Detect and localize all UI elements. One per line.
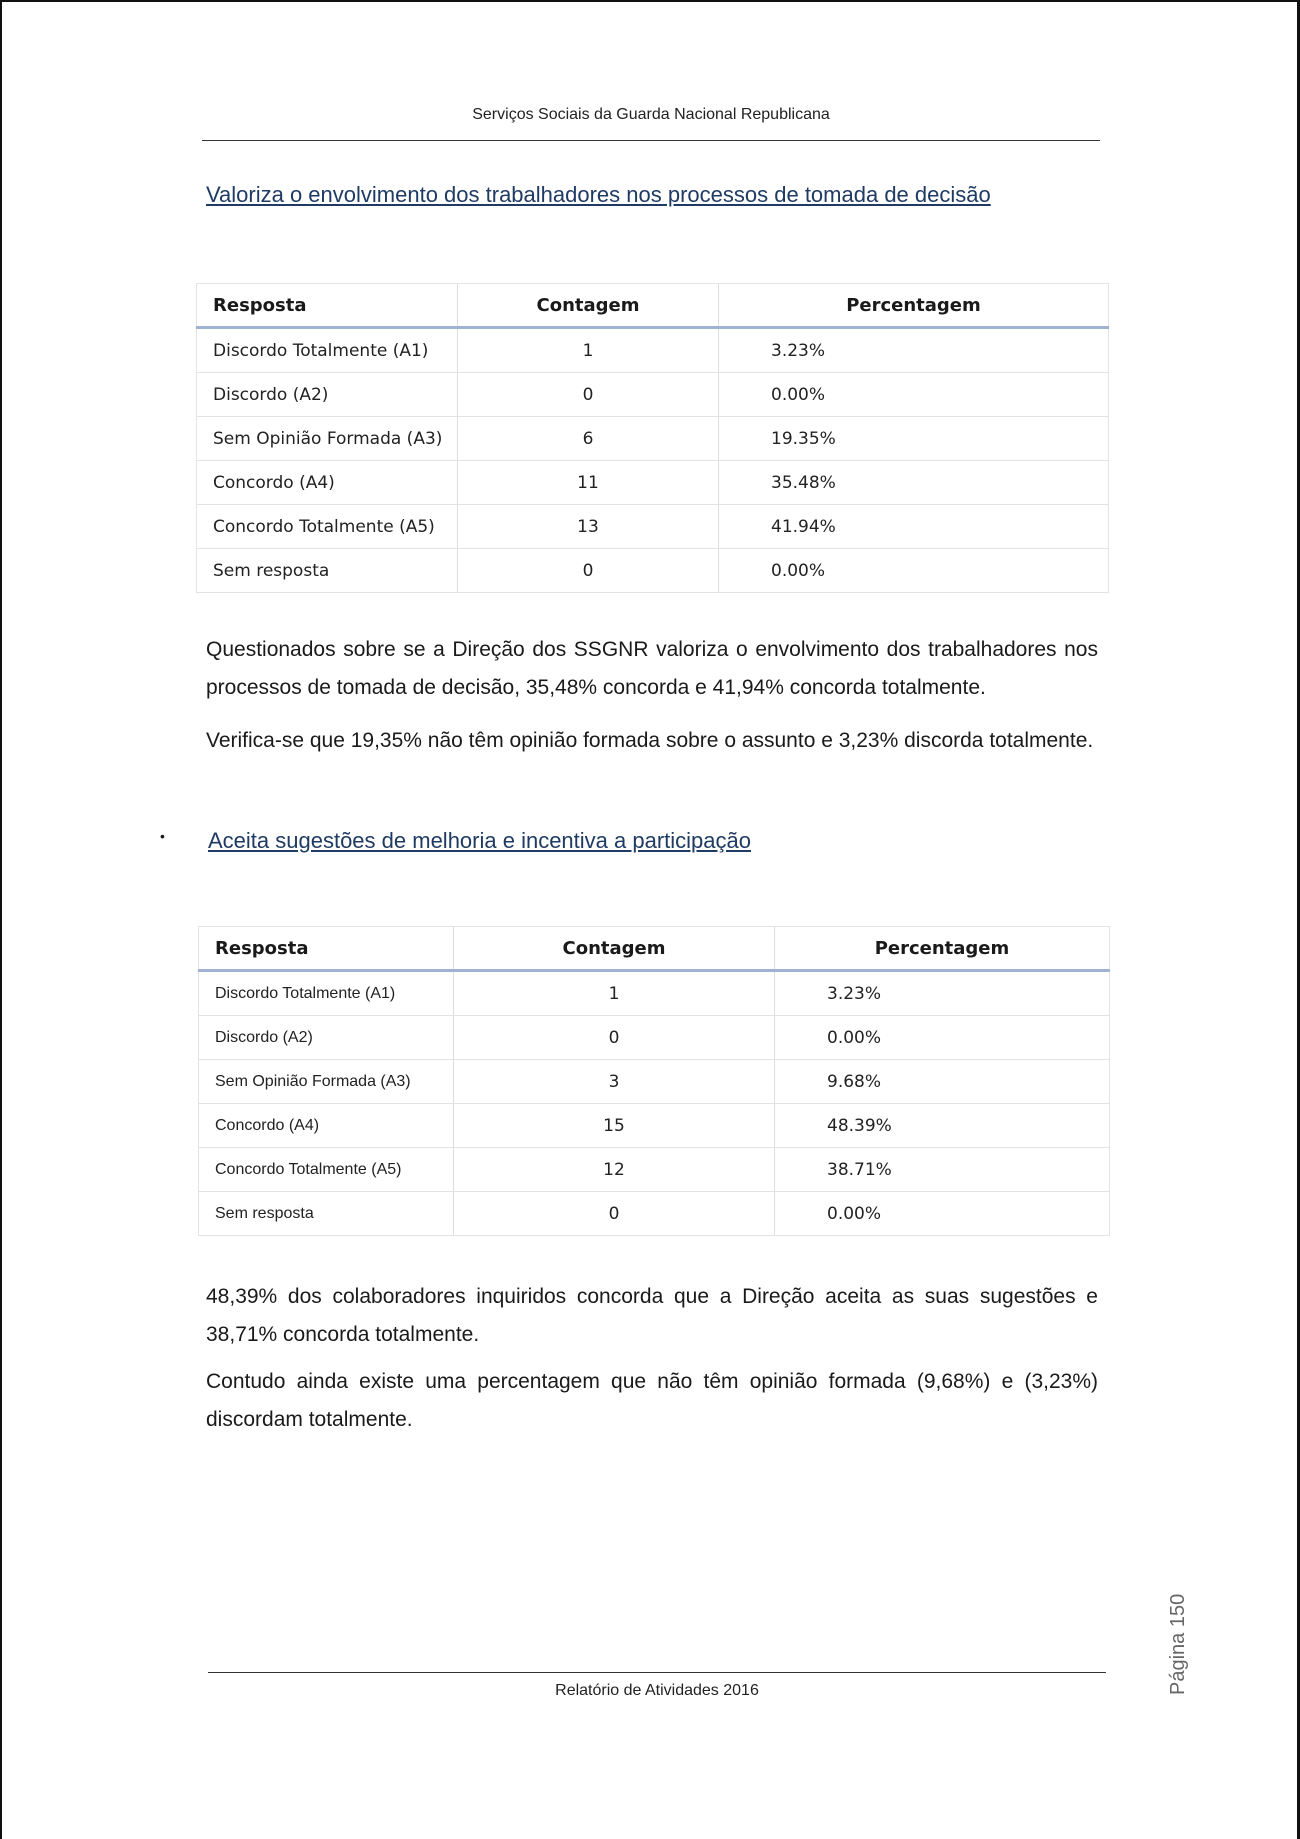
- table-header-row: [197, 284, 1109, 328]
- summary-paragraph: 48,39% dos colaboradores inquiridos concorda que a Direção aceita as suas sugestões e 38,71% concorda totalmente.: [206, 1285, 1098, 1346]
- count-cell: 15: [454, 1104, 775, 1148]
- table-row: [199, 1148, 1110, 1192]
- column-header: Contagem: [454, 927, 775, 971]
- answer-cell: Concordo (A4): [199, 1104, 454, 1148]
- table-row: [197, 373, 1109, 417]
- answer-cell: Sem resposta: [197, 549, 458, 593]
- summary-paragraph: Verifica-se que 19,35% não têm opinião formada sobre o assunto e 3,23% discorda totalmente.: [206, 729, 1094, 752]
- count-cell: 13: [458, 505, 719, 549]
- answer-cell: Concordo (A4): [197, 461, 458, 505]
- percent-cell: 0.00%: [719, 549, 1109, 593]
- column-header: Percentagem: [775, 927, 1110, 971]
- percent-cell: 41.94%: [719, 505, 1109, 549]
- results-table-envolvimento: [196, 283, 1109, 593]
- column-header: Resposta: [197, 284, 458, 328]
- answer-cell: Discordo Totalmente (A1): [197, 328, 458, 373]
- table-row: [197, 461, 1109, 505]
- table-row: [199, 1016, 1110, 1060]
- table-row: [199, 1192, 1110, 1236]
- percent-cell: 0.00%: [719, 373, 1109, 417]
- answer-cell: Concordo Totalmente (A5): [199, 1148, 454, 1192]
- count-cell: 1: [454, 971, 775, 1016]
- table-row: [197, 328, 1109, 373]
- table-row: [197, 505, 1109, 549]
- section-title-envolvimento: Valoriza o envolvimento dos trabalhadores nos processos de tomada de decisão: [206, 182, 991, 207]
- count-cell: 0: [454, 1016, 775, 1060]
- count-cell: 1: [458, 328, 719, 373]
- percent-cell: 9.68%: [775, 1060, 1110, 1104]
- footer-divider: [208, 1672, 1106, 1673]
- answer-cell: Discordo (A2): [197, 373, 458, 417]
- count-cell: 0: [454, 1192, 775, 1236]
- percent-cell: 3.23%: [719, 328, 1109, 373]
- table-row: [199, 971, 1110, 1016]
- bullet-marker: •: [160, 828, 165, 844]
- percent-cell: 3.23%: [775, 971, 1110, 1016]
- answer-cell: Sem Opinião Formada (A3): [199, 1060, 454, 1104]
- table-header-row: [199, 927, 1110, 971]
- percent-cell: 35.48%: [719, 461, 1109, 505]
- section-title-sugestoes: Aceita sugestões de melhoria e incentiva a participação: [208, 828, 751, 853]
- percent-cell: 19.35%: [719, 417, 1109, 461]
- summary-paragraph: Contudo ainda existe uma percentagem que não têm opinião formada (9,68%) e (3,23%) discordam totalmente.: [206, 1370, 1098, 1431]
- percent-cell: 48.39%: [775, 1104, 1110, 1148]
- count-cell: 11: [458, 461, 719, 505]
- percent-cell: 38.71%: [775, 1148, 1110, 1192]
- table-row: [197, 417, 1109, 461]
- count-cell: 6: [458, 417, 719, 461]
- answer-cell: Discordo Totalmente (A1): [199, 971, 454, 1016]
- page-footer: Relatório de Atividades 2016: [555, 1682, 759, 1699]
- column-header: Resposta: [199, 927, 454, 971]
- summary-paragraph: Questionados sobre se a Direção dos SSGNR valoriza o envolvimento dos trabalhadores nos processos de tomada de decisão, 35,48% concorda e 41,94% concorda totalmente.: [206, 638, 1098, 699]
- column-header: Percentagem: [719, 284, 1109, 328]
- results-table-sugestoes: [198, 926, 1110, 1236]
- answer-cell: Concordo Totalmente (A5): [197, 505, 458, 549]
- percent-cell: 0.00%: [775, 1192, 1110, 1236]
- column-header: Contagem: [458, 284, 719, 328]
- answer-cell: Sem Opinião Formada (A3): [197, 417, 458, 461]
- table-row: [197, 549, 1109, 593]
- page-header: Serviços Sociais da Guarda Nacional Republicana: [472, 106, 830, 123]
- count-cell: 12: [454, 1148, 775, 1192]
- header-divider: [202, 140, 1100, 141]
- table-row: [199, 1060, 1110, 1104]
- count-cell: 0: [458, 549, 719, 593]
- page-number: Página 150: [1167, 1593, 1189, 1695]
- answer-cell: Discordo (A2): [199, 1016, 454, 1060]
- percent-cell: 0.00%: [775, 1016, 1110, 1060]
- count-cell: 0: [458, 373, 719, 417]
- count-cell: 3: [454, 1060, 775, 1104]
- table-row: [199, 1104, 1110, 1148]
- answer-cell: Sem resposta: [199, 1192, 454, 1236]
